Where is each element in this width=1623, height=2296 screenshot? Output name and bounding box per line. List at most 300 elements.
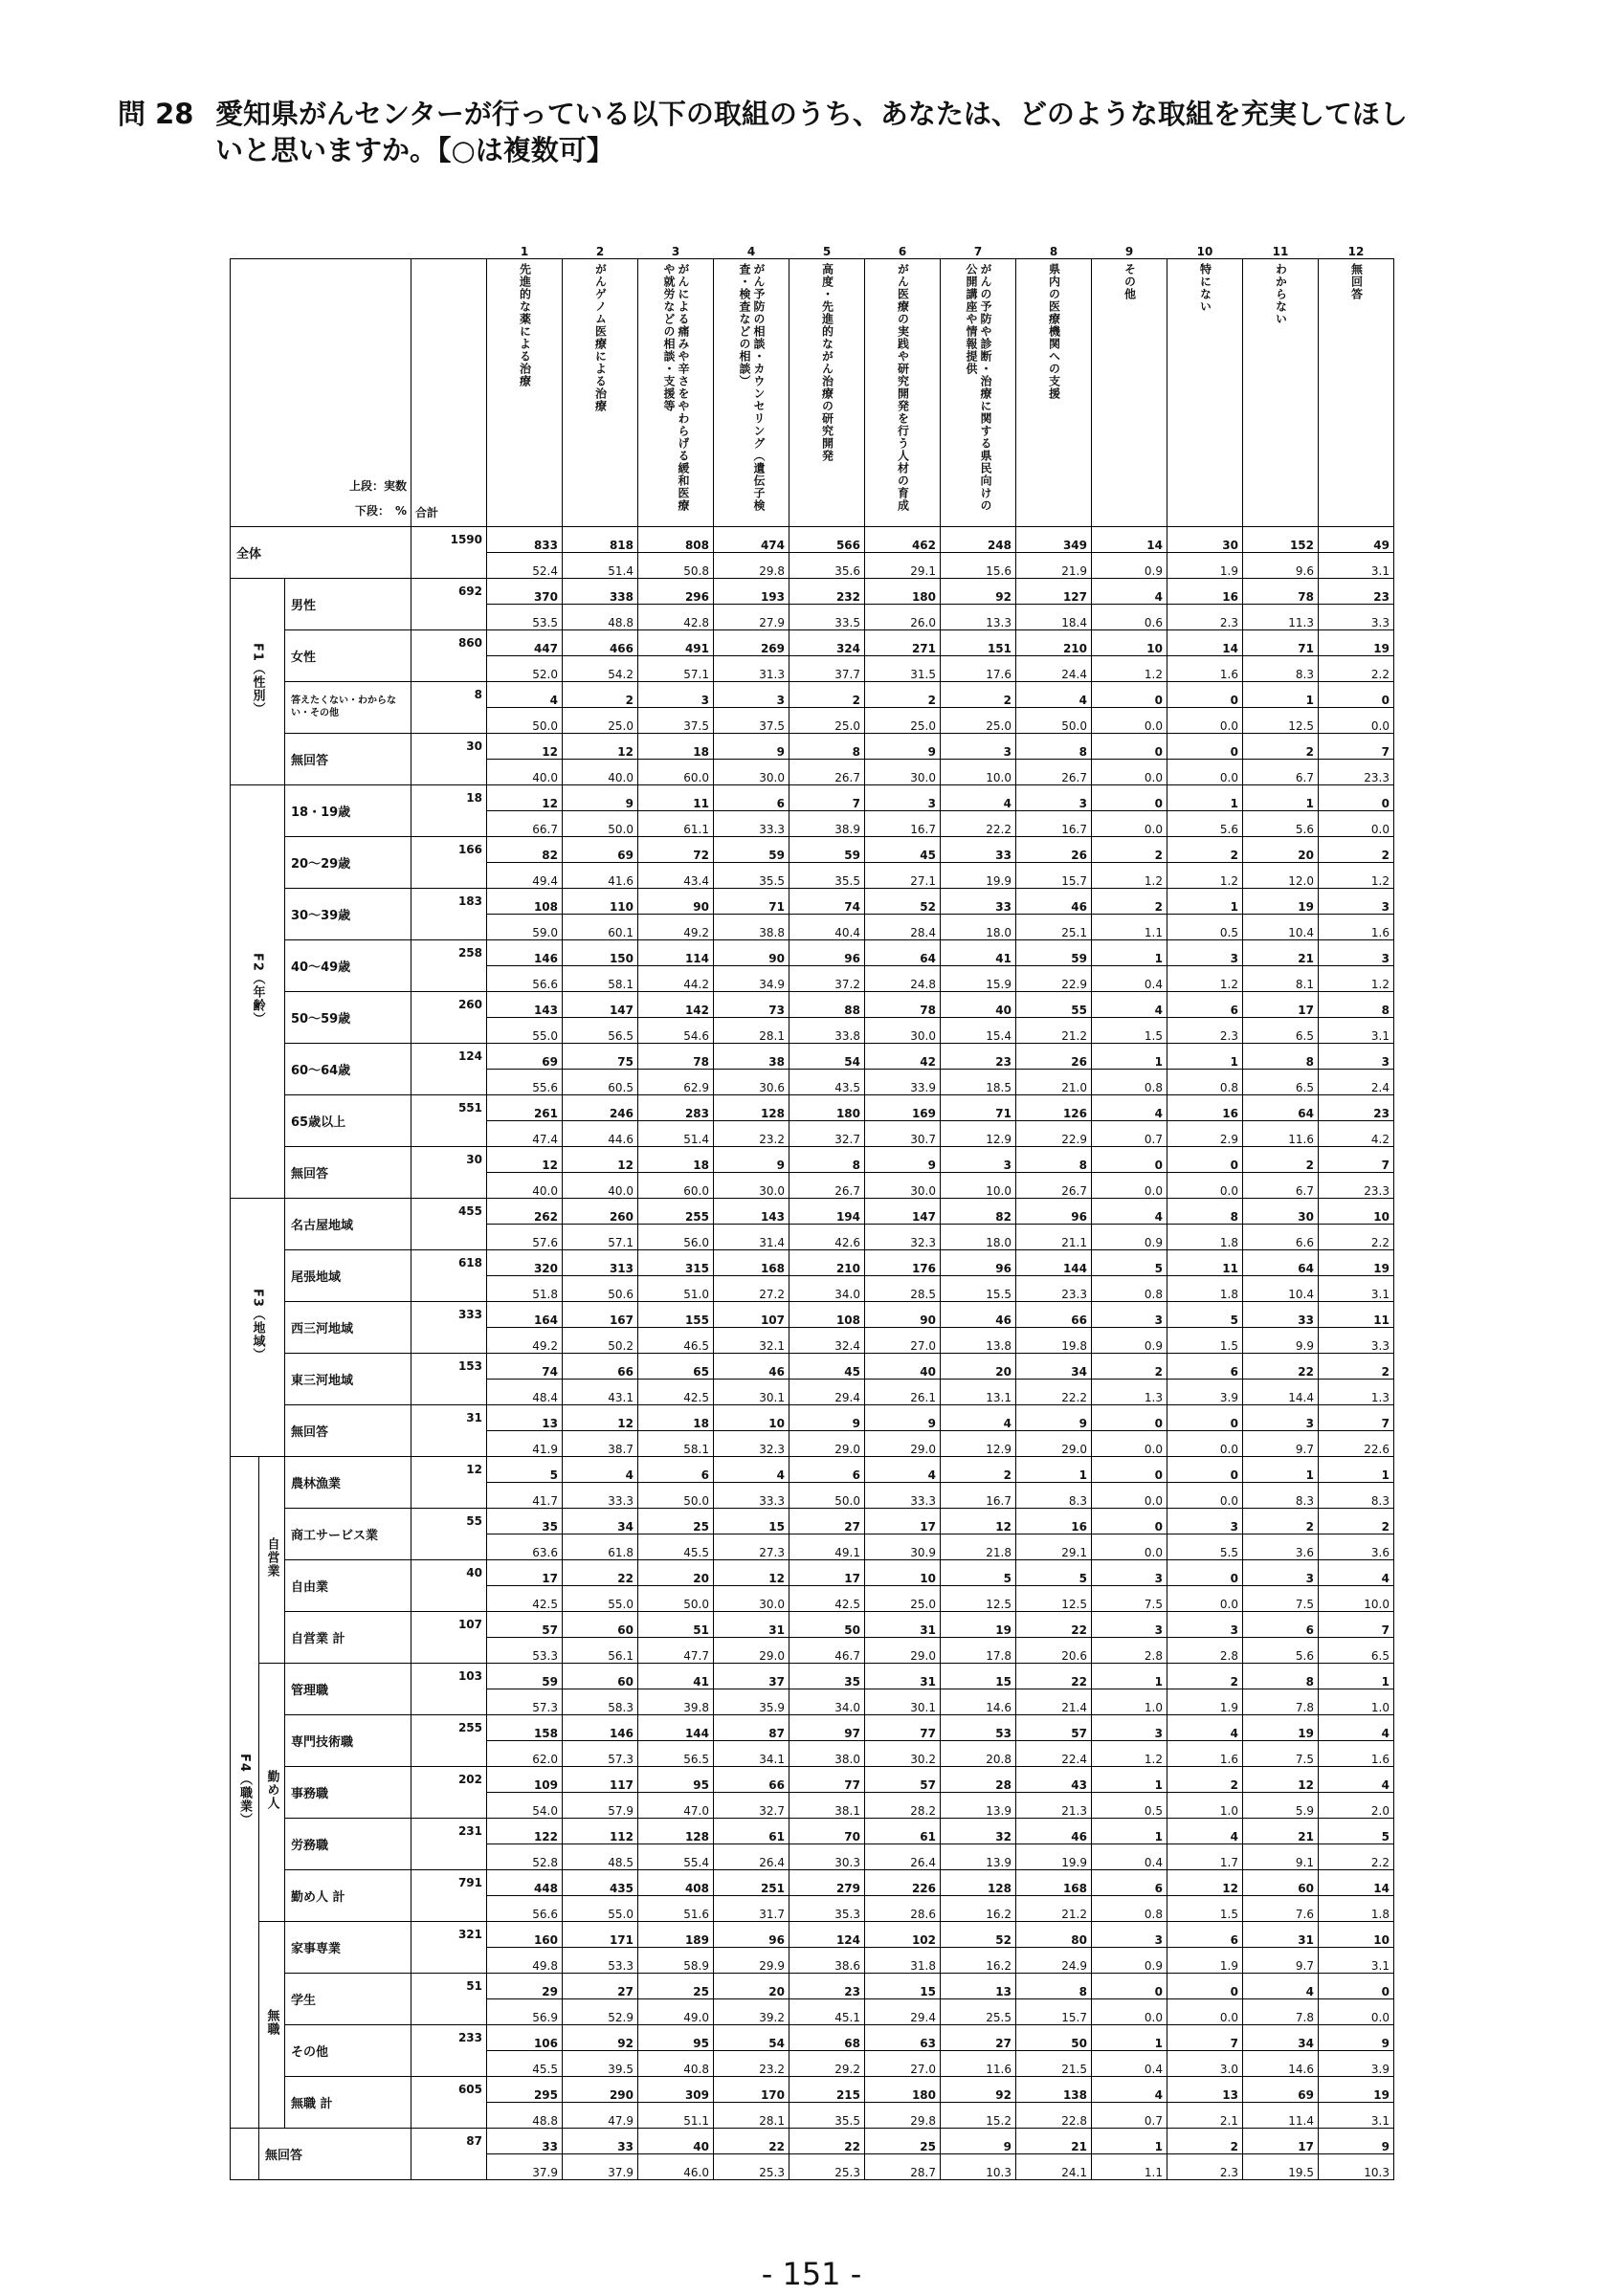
count-cell: 4 [1092,991,1167,1017]
percent-cell: 13.3 [941,604,1016,629]
count-cell: 12 [563,1404,638,1430]
count-cell: 5 [1092,1249,1167,1275]
percent-cell: 0.5 [1092,1792,1167,1818]
percent-cell: 19.8 [1016,1327,1092,1353]
count-cell: 22 [563,1559,638,1585]
count-cell: 23 [941,1043,1016,1069]
percent-cell: 52.9 [563,1998,638,2024]
row-total: 791 [411,1869,487,1921]
count-cell: 22 [714,2128,789,2153]
percent-cell: 5.6 [1243,1637,1319,1663]
count-cell: 11 [1319,1301,1394,1327]
percent-cell: 0.0 [1319,810,1394,836]
count-cell: 11 [1167,1249,1243,1275]
percent-cell: 1.6 [1167,1740,1243,1766]
count-cell: 176 [865,1249,941,1275]
percent-cell: 29.0 [1016,1430,1092,1456]
count-cell: 69 [563,836,638,862]
count-cell: 66 [714,1766,789,1792]
percent-cell: 50.0 [1016,707,1092,733]
count-cell: 3 [1243,1559,1319,1585]
count-cell: 4 [1167,1818,1243,1843]
count-cell: 3 [1092,1301,1167,1327]
count-cell: 3 [1092,1611,1167,1637]
count-cell: 8 [1016,733,1092,759]
count-cell: 12 [487,733,563,759]
percent-cell: 12.9 [941,1430,1016,1456]
percent-cell: 55.0 [563,1585,638,1611]
count-cell: 92 [941,2076,1016,2102]
count-cell: 49 [1319,526,1394,552]
percent-cell: 50.6 [563,1275,638,1301]
count-cell: 117 [563,1766,638,1792]
percent-cell: 49.0 [638,1998,714,2024]
column-header-text: がんの予防や診断・治療に関する県民向けの公開講座や情報提供 [965,262,992,512]
percent-cell: 46.7 [789,1637,865,1663]
row-total: 618 [411,1249,487,1301]
count-cell: 9 [1319,2128,1394,2153]
count-cell: 46 [714,1353,789,1379]
column-header [1016,258,1092,526]
count-cell: 75 [563,1043,638,1069]
table-row [231,1301,1394,1327]
percent-cell: 0.4 [1092,1843,1167,1869]
table-row [231,2128,1394,2153]
percent-cell: 31.4 [714,1224,789,1249]
question-title [118,96,1534,168]
percent-cell: 49.2 [487,1327,563,1353]
count-cell: 9 [865,733,941,759]
percent-cell: 58.1 [638,1430,714,1456]
count-cell: 833 [487,526,563,552]
count-cell: 194 [789,1198,865,1224]
percent-cell: 49.1 [789,1534,865,1559]
percent-cell: 12.0 [1243,862,1319,888]
percent-cell: 0.8 [1092,1895,1167,1921]
legend-lower: 下段： % [354,503,407,518]
count-cell: 31 [1243,1921,1319,1947]
percent-cell: 32.4 [789,1327,865,1353]
percent-cell: 51.8 [487,1275,563,1301]
percent-cell: 54.0 [487,1792,563,1818]
percent-cell: 6.7 [1243,1172,1319,1198]
percent-cell: 0.8 [1092,1069,1167,1094]
count-cell: 5 [487,1456,563,1482]
count-cell: 78 [865,991,941,1017]
percent-cell: 25.0 [789,707,865,733]
count-cell: 2 [1092,836,1167,862]
count-cell: 34 [1016,1353,1092,1379]
percent-cell: 13.9 [941,1843,1016,1869]
percent-cell: 3.1 [1319,1947,1394,1973]
percent-cell: 10.3 [941,2153,1016,2179]
group-f2 [231,784,285,1198]
count-cell: 7 [789,784,865,810]
column-number: 9 [1124,244,1134,258]
count-cell: 818 [563,526,638,552]
total-header [411,258,487,526]
percent-cell: 3.9 [1167,1379,1243,1404]
percent-cell: 19.9 [1016,1843,1092,1869]
column-header [1243,258,1319,526]
percent-cell: 63.6 [487,1534,563,1559]
count-cell: 168 [714,1249,789,1275]
percent-cell: 60.5 [563,1069,638,1094]
count-cell: 40 [638,2128,714,2153]
percent-cell: 30.2 [865,1740,941,1766]
count-cell: 15 [941,1663,1016,1689]
row-label: 労務職 [285,1818,411,1869]
column-number-row [231,218,1394,258]
row-label: 答えたくない・わからない・その他 [285,681,411,733]
group-f1-text: F1（性別） [250,643,265,716]
row-total: 231 [411,1818,487,1869]
percent-cell: 16.7 [1016,810,1092,836]
percent-cell: 0.5 [1167,914,1243,939]
percent-cell: 18.0 [941,914,1016,939]
percent-cell: 24.4 [1016,655,1092,681]
count-cell: 9 [1319,2024,1394,2050]
count-cell: 167 [563,1301,638,1327]
count-cell: 2 [941,1456,1016,1482]
count-cell: 29 [487,1973,563,1998]
count-cell: 248 [941,526,1016,552]
count-cell: 8 [1016,1146,1092,1172]
column-header-text: 先進的な薬による治療 [518,262,532,387]
count-cell: 8 [789,1146,865,1172]
group-employed [259,1663,285,1921]
percent-cell: 21.4 [1016,1689,1092,1714]
count-cell: 17 [789,1559,865,1585]
percent-cell: 6.7 [1243,759,1319,784]
percent-cell: 32.3 [714,1430,789,1456]
count-cell: 78 [638,1043,714,1069]
percent-cell: 1.2 [1092,862,1167,888]
percent-cell: 31.8 [865,1947,941,1973]
count-cell: 0 [1167,681,1243,707]
count-cell: 80 [1016,1921,1092,1947]
count-cell: 54 [714,2024,789,2050]
percent-cell: 30.1 [865,1689,941,1714]
column-header [1092,258,1167,526]
count-cell: 4 [714,1456,789,1482]
row-label: 65歳以上 [285,1094,411,1146]
percent-cell: 32.7 [714,1792,789,1818]
percent-cell: 3.1 [1319,1275,1394,1301]
percent-cell: 17.8 [941,1637,1016,1663]
percent-cell: 50.0 [638,1585,714,1611]
percent-cell: 18.0 [941,1224,1016,1249]
row-label: 東三河地域 [285,1353,411,1404]
row-label: 18・19歳 [285,784,411,836]
percent-cell: 43.1 [563,1379,638,1404]
percent-cell: 18.5 [941,1069,1016,1094]
percent-cell: 16.2 [941,1947,1016,1973]
count-cell: 146 [487,939,563,965]
count-cell: 96 [941,1249,1016,1275]
percent-cell: 33.3 [865,1482,941,1508]
percent-cell: 62.0 [487,1740,563,1766]
percent-cell: 1.2 [1167,862,1243,888]
count-cell: 54 [789,1043,865,1069]
percent-cell: 27.9 [714,604,789,629]
column-header [1319,258,1394,526]
count-cell: 88 [789,991,865,1017]
count-cell: 46 [1016,1818,1092,1843]
percent-cell: 1.9 [1167,552,1243,578]
count-cell: 3 [1319,939,1394,965]
count-cell: 6 [1243,1611,1319,1637]
percent-cell: 22.9 [1016,965,1092,991]
count-cell: 96 [789,939,865,965]
count-cell: 77 [789,1766,865,1792]
percent-cell: 1.6 [1167,655,1243,681]
row-label: 自営業 計 [285,1611,411,1663]
count-cell: 26 [1016,836,1092,862]
percent-cell: 27.1 [865,862,941,888]
percent-cell: 1.0 [1167,1792,1243,1818]
percent-cell: 16.2 [941,1895,1016,1921]
count-cell: 12 [941,1508,1016,1534]
count-cell: 127 [1016,578,1092,604]
percent-cell: 22.2 [1016,1379,1092,1404]
percent-cell: 56.1 [563,1637,638,1663]
count-cell: 33 [941,836,1016,862]
percent-cell: 19.9 [941,862,1016,888]
count-cell: 4 [1092,1094,1167,1120]
count-cell: 92 [563,2024,638,2050]
column-number-spacer [231,218,487,258]
count-cell: 3 [941,733,1016,759]
count-cell: 168 [1016,1869,1092,1895]
group-f4-noanswer-spacer [231,2128,259,2179]
percent-cell: 29.2 [789,2050,865,2076]
count-cell: 4 [1092,578,1167,604]
percent-cell: 2.3 [1167,604,1243,629]
count-cell: 12 [1243,1766,1319,1792]
count-cell: 3 [1092,1921,1167,1947]
percent-cell: 30.0 [865,759,941,784]
percent-cell: 1.8 [1319,1895,1394,1921]
count-cell: 19 [1319,629,1394,655]
percent-cell: 1.7 [1167,1843,1243,1869]
percent-cell: 37.9 [563,2153,638,2179]
percent-cell: 45.1 [789,1998,865,2024]
percent-cell: 10.0 [941,759,1016,784]
percent-cell: 0.0 [1319,707,1394,733]
row-label: 自由業 [285,1559,411,1611]
count-cell: 59 [789,836,865,862]
column-number: 4 [746,244,756,258]
percent-cell: 0.4 [1092,965,1167,991]
row-label: 西三河地域 [285,1301,411,1353]
row-total: 124 [411,1043,487,1094]
count-cell: 9 [714,733,789,759]
percent-cell: 30.1 [714,1379,789,1404]
percent-cell: 1.6 [1319,914,1394,939]
count-cell: 1 [1016,1456,1092,1482]
percent-cell: 12.5 [941,1585,1016,1611]
percent-cell: 38.8 [714,914,789,939]
count-cell: 1 [1092,1818,1167,1843]
percent-cell: 26.7 [1016,759,1092,784]
count-cell: 22 [1016,1663,1092,1689]
percent-cell: 24.8 [865,965,941,991]
percent-cell: 27.0 [865,1327,941,1353]
count-cell: 5 [1319,1818,1394,1843]
percent-cell: 0.9 [1092,1224,1167,1249]
group-f3 [231,1198,285,1456]
count-cell: 309 [638,2076,714,2102]
percent-cell: 13.8 [941,1327,1016,1353]
count-cell: 1 [1092,2024,1167,2050]
percent-cell: 1.9 [1167,1689,1243,1714]
count-cell: 69 [1243,2076,1319,2102]
percent-cell: 0.0 [1092,1172,1167,1198]
count-cell: 19 [1319,2076,1394,2102]
percent-cell: 27.0 [865,2050,941,2076]
percent-cell: 25.0 [563,707,638,733]
row-label: 男性 [285,578,411,629]
count-cell: 34 [1243,2024,1319,2050]
count-cell: 2 [1167,1663,1243,1689]
percent-cell: 61.1 [638,810,714,836]
count-cell: 0 [1092,1508,1167,1534]
count-cell: 10 [714,1404,789,1430]
count-cell: 143 [487,991,563,1017]
percent-cell: 30.3 [789,1843,865,1869]
count-cell: 35 [487,1508,563,1534]
count-cell: 109 [487,1766,563,1792]
percent-cell: 33.3 [714,810,789,836]
percent-cell: 0.9 [1092,1947,1167,1973]
table-row [231,1611,1394,1637]
percent-cell: 31.7 [714,1895,789,1921]
percent-cell: 58.3 [563,1689,638,1714]
percent-cell: 2.1 [1167,2102,1243,2128]
legend-upper: 上段：実数 [348,478,407,493]
percent-cell: 11.6 [941,2050,1016,2076]
count-cell: 3 [1167,939,1243,965]
percent-cell: 52.8 [487,1843,563,1869]
percent-cell: 56.9 [487,1998,563,2024]
percent-cell: 9.7 [1243,1430,1319,1456]
count-cell: 4 [1319,1559,1394,1585]
percent-cell: 26.0 [865,604,941,629]
count-cell: 435 [563,1869,638,1895]
percent-cell: 30.9 [865,1534,941,1559]
table-row [231,1714,1394,1740]
count-cell: 271 [865,629,941,655]
percent-cell: 8.1 [1243,965,1319,991]
column-number: 8 [1049,244,1058,258]
percent-cell: 8.3 [1243,655,1319,681]
count-cell: 180 [865,578,941,604]
percent-cell: 57.1 [638,655,714,681]
group-employed-text: 勤め人 [264,1770,279,1810]
column-header-text: その他 [1123,262,1137,300]
percent-cell: 57.3 [487,1689,563,1714]
count-cell: 2 [1092,888,1167,914]
count-cell: 0 [1167,1973,1243,1998]
percent-cell: 53.3 [563,1947,638,1973]
table-row [231,1869,1394,1895]
count-cell: 8 [1243,1663,1319,1689]
percent-cell: 32.7 [789,1120,865,1146]
percent-cell: 45.5 [638,1534,714,1559]
count-cell: 462 [865,526,941,552]
count-cell: 61 [714,1818,789,1843]
percent-cell: 50.2 [563,1327,638,1353]
count-cell: 16 [1167,1094,1243,1120]
count-cell: 10 [1319,1198,1394,1224]
percent-cell: 7.8 [1243,1998,1319,2024]
count-cell: 110 [563,888,638,914]
count-cell: 13 [1167,2076,1243,2102]
count-cell: 11 [638,784,714,810]
count-cell: 158 [487,1714,563,1740]
table-row [231,1249,1394,1275]
count-cell: 21 [1016,2128,1092,2153]
count-cell: 3 [1319,1043,1394,1069]
count-cell: 5 [941,1559,1016,1585]
count-cell: 66 [563,1353,638,1379]
table-row [231,2076,1394,2102]
percent-cell: 51.0 [638,1275,714,1301]
count-cell: 4 [1243,1973,1319,1998]
count-cell: 147 [563,991,638,1017]
count-cell: 22 [1016,1611,1092,1637]
count-cell: 210 [1016,629,1092,655]
count-cell: 71 [714,888,789,914]
count-cell: 808 [638,526,714,552]
row-label: 無職 計 [285,2076,411,2128]
count-cell: 10 [865,1559,941,1585]
percent-cell: 0.8 [1092,1275,1167,1301]
count-cell: 19 [1243,888,1319,914]
percent-cell: 56.6 [487,965,563,991]
percent-cell: 56.5 [638,1740,714,1766]
percent-cell: 43.4 [638,862,714,888]
percent-cell: 27.2 [714,1275,789,1301]
count-cell: 18 [638,1146,714,1172]
percent-cell: 51.4 [563,552,638,578]
total-label: 合計 [415,505,439,519]
percent-cell: 8.3 [1319,1482,1394,1508]
count-cell: 7 [1319,733,1394,759]
percent-cell: 48.8 [563,604,638,629]
count-cell: 4 [1092,2076,1167,2102]
percent-cell: 28.6 [865,1895,941,1921]
column-header-text: がん予防の相談・カウンセリング（遺伝子検査・検査などの相談） [738,262,766,512]
header-row [231,258,1394,526]
percent-cell: 23.3 [1319,759,1394,784]
count-cell: 16 [1016,1508,1092,1534]
table-row [231,733,1394,759]
count-cell: 1 [1092,1663,1167,1689]
percent-cell: 21.2 [1016,1895,1092,1921]
column-number: 2 [595,244,605,258]
table-row [231,1456,1394,1482]
percent-cell: 21.9 [1016,552,1092,578]
percent-cell: 25.0 [941,707,1016,733]
percent-cell: 40.0 [487,1172,563,1198]
row-total: 51 [411,1973,487,2024]
row-total: 321 [411,1921,487,1973]
count-cell: 4 [941,784,1016,810]
percent-cell: 4.2 [1319,1120,1394,1146]
count-cell: 1 [1319,1663,1394,1689]
